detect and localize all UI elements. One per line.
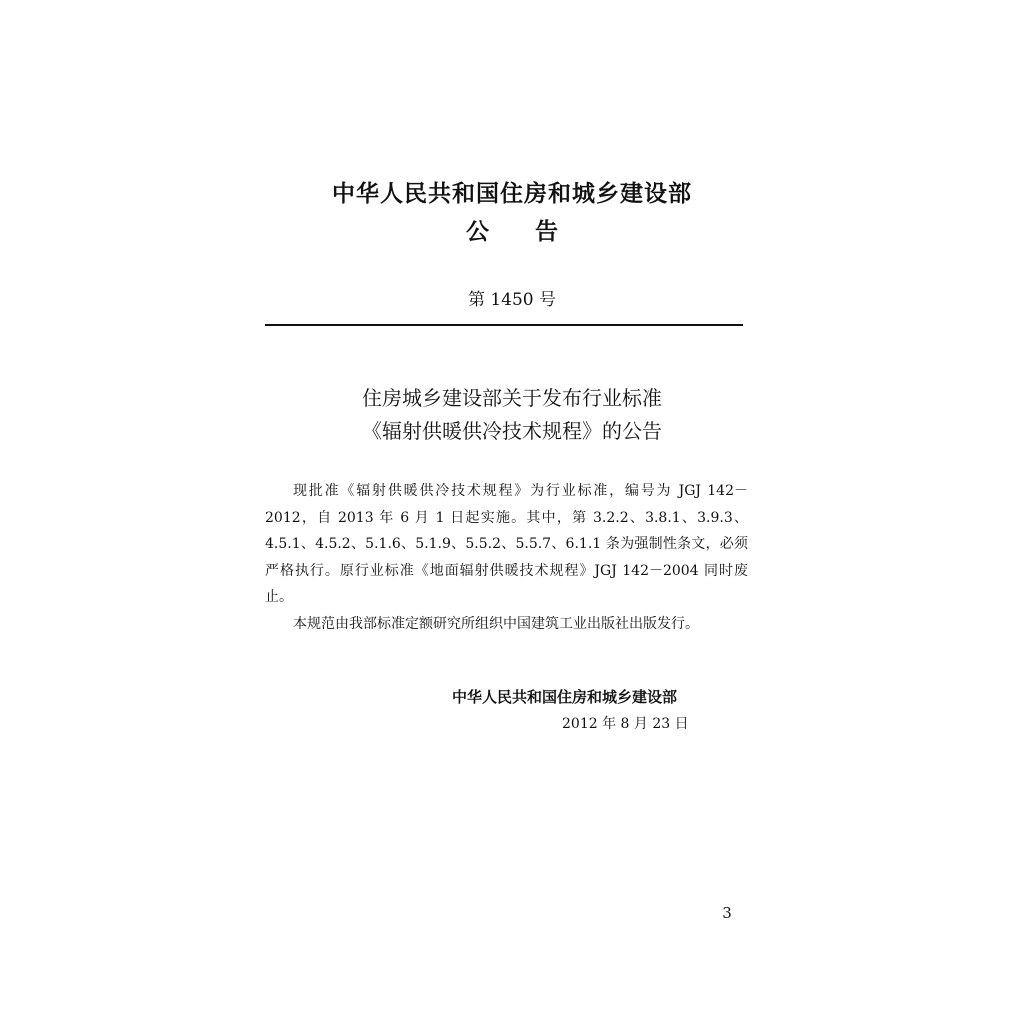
body-paragraph-2: 本规范由我部标准定额研究所组织中国建筑工业出版社出版发行。 <box>293 615 699 632</box>
subject-title-line2: 《辐射供暖供冷技术规程》的公告 <box>362 419 662 443</box>
notice-number: 第 1450 号 <box>467 290 557 310</box>
notice-heading: 公告 <box>466 219 604 245</box>
body-paragraph-1: 现批准《辐射供暖供冷技术规程》为行业标准，编号为 JGJ 142－2012，自 2013 年 6 月 1 日起实施。其中，第 3.2.2、3.8.1、3.9.3、4.5.1、4.5.2、5.1.6、5.1.9、5.5.2、5.5.7、6.1.1 条为强制性条文，必须严格执行。原行业标准《地面辐射供暖技术规程》JGJ 142－2004 同时废止。 <box>265 483 748 605</box>
page-number: 3 <box>722 904 732 922</box>
ministry-title: 中华人民共和国住房和城乡建设部 <box>332 181 692 207</box>
subject-title-line1: 住房城乡建设部关于发布行业标准 <box>362 386 662 410</box>
title-divider <box>265 324 743 326</box>
issuer-signature: 中华人民共和国住房和城乡建设部 <box>452 688 678 706</box>
announcement-body <box>265 478 748 637</box>
issue-date: 2012 年 8 月 23 日 <box>562 716 689 732</box>
